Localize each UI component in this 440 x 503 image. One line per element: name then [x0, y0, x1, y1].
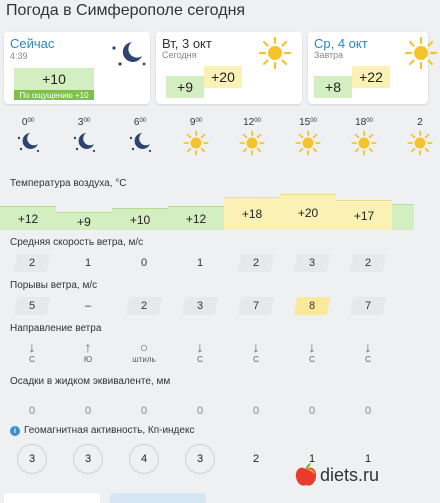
hour-minutes: 00 [254, 118, 261, 124]
gust-value: 7 [350, 297, 386, 315]
moon-stars-icon [15, 130, 41, 159]
hour-minutes: 00 [366, 118, 373, 124]
gust-value: 2 [126, 297, 162, 315]
precipitation-value: 0 [84, 405, 92, 417]
gust-value: 8 [294, 297, 330, 315]
tomorrow-card[interactable] [308, 32, 428, 104]
sun-icon [404, 36, 438, 70]
hour-value: 9 [189, 117, 196, 128]
gust-value: 3 [182, 297, 218, 315]
current-weather-card[interactable] [4, 32, 150, 104]
temperature-cell: +17 [336, 200, 392, 230]
today-night-temp: +9 [166, 76, 204, 98]
wind-arrow-icon: ↓ [364, 339, 372, 355]
hour-label [8, 117, 48, 128]
today-label: Вт, 3 окт [162, 36, 212, 51]
wind-speed-value: 3 [294, 254, 330, 272]
sun-icon [183, 130, 209, 161]
wind-arrow-icon: ○ [139, 339, 149, 355]
hour-label [120, 117, 160, 128]
precipitation-value: 0 [308, 405, 316, 417]
geomagnetic-value: 3 [185, 444, 215, 474]
hour-label [288, 117, 328, 128]
wind-direction-title: Направление ветра [10, 323, 102, 334]
wind-speed-value: 2 [238, 254, 274, 272]
temperature-cell: +9 [56, 212, 112, 230]
info-icon[interactable]: i [10, 426, 20, 436]
page-title: Погода в Симферополе сегодня [6, 2, 246, 19]
bottom-tab-right[interactable] [110, 493, 206, 503]
wind-direction-item [294, 340, 330, 366]
tomorrow-day-temp: +22 [352, 66, 390, 88]
today-day-temp: +20 [204, 66, 242, 88]
now-time: 4:39 [10, 51, 28, 61]
hour-value: 18 [355, 117, 367, 128]
temperature-title: Температура воздуха, °С [10, 178, 127, 189]
now-label: Сейчас [10, 36, 55, 51]
temperature-cell: +20 [280, 194, 336, 230]
precipitation-value: 0 [252, 405, 260, 417]
hour-minutes: 00 [83, 118, 91, 124]
wind-speed-value: 2 [350, 254, 386, 272]
moon-stars-icon [127, 130, 153, 159]
wind-direction-item [182, 340, 218, 366]
geomagnetic-value: 2 [252, 453, 260, 465]
today-card[interactable] [156, 32, 302, 104]
geomagnetic-value: 1 [308, 453, 316, 465]
hour-label [176, 117, 216, 128]
temperature-cell: +10 [112, 208, 168, 230]
tomorrow-label: Ср, 4 окт [314, 36, 368, 51]
hour-value: 2 [417, 117, 423, 128]
sun-icon [351, 130, 377, 161]
precipitation-value: 0 [196, 405, 204, 417]
hour-value: 6 [133, 117, 140, 128]
hour-minutes: 00 [27, 118, 35, 124]
geomagnetic-value: 4 [129, 444, 159, 474]
temperature-cell: +12 [0, 206, 56, 230]
sun-icon [407, 130, 433, 161]
moon-stars-icon [108, 38, 148, 70]
hour-value: 3 [77, 117, 84, 128]
wind-direction-item [350, 340, 386, 366]
wind-direction-label: С [197, 355, 203, 364]
wind-direction-label: С [253, 355, 259, 364]
hour-minutes: 00 [310, 118, 317, 124]
wind-direction-label: С [365, 355, 371, 364]
temperature-cell: +18 [224, 197, 280, 230]
feels-like-badge: По ощущению +10 [14, 90, 94, 100]
moon-stars-icon [71, 130, 97, 159]
gusts-title: Порывы ветра, м/с [10, 280, 98, 291]
hour-value: 12 [243, 117, 255, 128]
wind-speed-value: 2 [14, 254, 50, 272]
tomorrow-sub: Завтра [314, 50, 344, 60]
wind-direction-label: С [309, 355, 315, 364]
temperature-cell [392, 204, 414, 230]
wind-direction-label: С [29, 355, 35, 364]
temperature-cell: +12 [168, 206, 224, 230]
wind-arrow-icon: ↓ [252, 339, 260, 355]
hour-value: 0 [21, 117, 28, 128]
hour-label [344, 117, 384, 128]
tomorrow-night-temp: +8 [314, 76, 352, 98]
gust-value: – [84, 300, 92, 312]
precipitation-value: 0 [28, 405, 36, 417]
now-temp: +10 [14, 68, 94, 90]
wind-arrow-icon: ↓ [308, 339, 316, 355]
gust-value: 7 [238, 297, 274, 315]
geomagnetic-value: 1 [364, 453, 372, 465]
today-sub: Сегодня [162, 50, 197, 60]
hour-label [232, 117, 272, 128]
wind-direction-label: штиль [132, 355, 156, 364]
logo-text: diets.ru [320, 464, 380, 485]
hour-minutes: 00 [195, 118, 203, 124]
wind-direction-item [70, 340, 106, 366]
wind-speed-value: 0 [140, 257, 148, 269]
hour-label [400, 117, 440, 128]
geomagnetic-value: 3 [73, 444, 103, 474]
wind-direction-item [14, 340, 50, 366]
gust-value: 5 [14, 297, 50, 315]
wind-speed-value: 1 [196, 257, 204, 269]
precipitation-value: 0 [364, 405, 372, 417]
sun-icon [295, 130, 321, 161]
hour-value: 15 [299, 117, 311, 128]
wind-arrow-icon: ↓ [196, 339, 204, 355]
precipitation-value: 0 [140, 405, 148, 417]
hour-label [64, 117, 104, 128]
wind-direction-item [238, 340, 274, 366]
geomagnetic-title: Геомагнитная активность, Кп-индекс [24, 425, 195, 436]
wind-direction-label: Ю [83, 355, 93, 364]
geomagnetic-value: 3 [17, 444, 47, 474]
wind-direction-item [126, 340, 162, 366]
bottom-tab-left[interactable] [4, 493, 100, 503]
wind-arrow-icon: ↓ [28, 339, 36, 355]
wind-speed-value: 1 [84, 257, 92, 269]
sun-icon [239, 130, 265, 161]
sun-icon [258, 36, 292, 70]
wind-arrow-icon: ↑ [84, 339, 92, 355]
precipitation-title: Осадки в жидком эквиваленте, мм [10, 376, 171, 387]
wind-speed-title: Средняя скорость ветра, м/с [10, 237, 144, 248]
hour-minutes: 00 [139, 118, 147, 124]
